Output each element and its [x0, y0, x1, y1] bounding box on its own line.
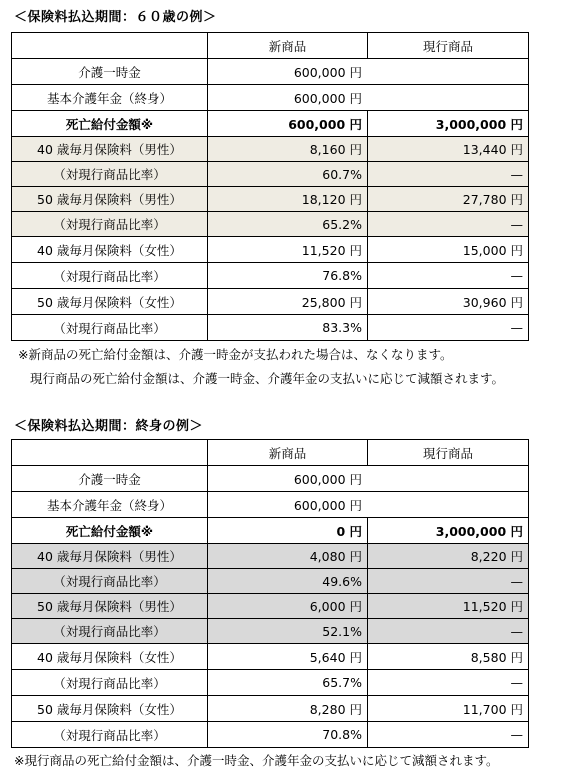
current-product-value: 3,000,000 円	[368, 518, 529, 544]
table-row	[12, 237, 529, 263]
row-label: 介護一時金	[12, 59, 208, 85]
header-new-product: 新商品	[208, 33, 368, 59]
current-product-value: 30,960 円	[368, 289, 529, 315]
row-label: 40 歳毎月保険料（男性）	[12, 544, 208, 569]
new-product-value: 49.6%	[208, 569, 368, 594]
table-row	[12, 594, 529, 619]
row-label: （対現行商品比率）	[12, 569, 208, 594]
premium-table-60	[11, 32, 529, 341]
current-product-value: 8,580 円	[368, 644, 529, 670]
table-row	[12, 315, 529, 341]
new-product-value: 18,120 円	[208, 187, 368, 212]
table-row	[12, 466, 529, 492]
current-product-value: —	[368, 670, 529, 696]
row-label: 基本介護年金（終身）	[12, 85, 208, 111]
table-row	[12, 722, 529, 748]
row-label: 死亡給付金額※	[12, 518, 208, 544]
table-header-row	[12, 440, 529, 466]
current-product-value: —	[368, 569, 529, 594]
table-header-row	[12, 33, 529, 59]
new-product-value: 0 円	[208, 518, 368, 544]
header-current-product: 現行商品	[368, 440, 529, 466]
premium-table-lifetime	[11, 439, 529, 748]
new-product-value: 52.1%	[208, 619, 368, 644]
new-product-value: 8,280 円	[208, 696, 368, 722]
current-product-value: 27,780 円	[368, 187, 529, 212]
new-product-value: 70.8%	[208, 722, 368, 748]
row-label: 介護一時金	[12, 466, 208, 492]
table-row	[12, 263, 529, 289]
new-product-value: 65.7%	[208, 670, 368, 696]
row-label: （対現行商品比率）	[12, 619, 208, 644]
merged-value: 600,000 円	[208, 466, 529, 492]
new-product-value: 83.3%	[208, 315, 368, 341]
new-product-value: 25,800 円	[208, 289, 368, 315]
row-label: （対現行商品比率）	[12, 670, 208, 696]
new-product-value: 65.2%	[208, 212, 368, 237]
new-product-value: 76.8%	[208, 263, 368, 289]
new-product-value: 5,640 円	[208, 644, 368, 670]
row-label: 50 歳毎月保険料（男性）	[12, 187, 208, 212]
current-product-value: —	[368, 722, 529, 748]
table-row	[12, 137, 529, 162]
current-product-value: —	[368, 263, 529, 289]
row-label: 50 歳毎月保険料（女性）	[12, 289, 208, 315]
section-2-title: ＜保険料払込期間：終身の例＞	[14, 419, 204, 434]
table-row	[12, 569, 529, 594]
row-label: 40 歳毎月保険料（男性）	[12, 137, 208, 162]
table-row	[12, 644, 529, 670]
table-row	[12, 619, 529, 644]
table-row	[12, 544, 529, 569]
row-label: 基本介護年金（終身）	[12, 492, 208, 518]
table-row-death-benefit	[12, 111, 529, 137]
header-new-product: 新商品	[208, 440, 368, 466]
new-product-value: 8,160 円	[208, 137, 368, 162]
row-label: 50 歳毎月保険料（男性）	[12, 594, 208, 619]
table-row	[12, 187, 529, 212]
header-current-product: 現行商品	[368, 33, 529, 59]
table-row-death-benefit	[12, 518, 529, 544]
table-row	[12, 85, 529, 111]
table-row	[12, 492, 529, 518]
header-empty-cell	[12, 33, 208, 59]
current-product-value: 11,700 円	[368, 696, 529, 722]
current-product-value: 8,220 円	[368, 544, 529, 569]
row-label: （対現行商品比率）	[12, 722, 208, 748]
row-label: 40 歳毎月保険料（女性）	[12, 644, 208, 670]
current-product-value: —	[368, 619, 529, 644]
current-product-value: 3,000,000 円	[368, 111, 529, 137]
current-product-value: —	[368, 315, 529, 341]
table-row	[12, 59, 529, 85]
merged-value: 600,000 円	[208, 59, 529, 85]
current-product-value: —	[368, 212, 529, 237]
current-product-value: 15,000 円	[368, 237, 529, 263]
row-label: 50 歳毎月保険料（女性）	[12, 696, 208, 722]
row-label: （対現行商品比率）	[12, 212, 208, 237]
table-row	[12, 289, 529, 315]
new-product-value: 60.7%	[208, 162, 368, 187]
new-product-value: 11,520 円	[208, 237, 368, 263]
table-row	[12, 212, 529, 237]
new-product-value: 6,000 円	[208, 594, 368, 619]
row-label: 40 歳毎月保険料（女性）	[12, 237, 208, 263]
row-label: 死亡給付金額※	[12, 111, 208, 137]
section-1-title: ＜保険料払込期間：６０歳の例＞	[14, 10, 217, 25]
footnote: 現行商品の死亡給付金額は、介護一時金、介護年金の支払いに応じて減額されます。	[30, 371, 505, 386]
new-product-value: 600,000 円	[208, 111, 368, 137]
footnote: ※現行商品の死亡給付金額は、介護一時金、介護年金の支払いに応じて減額されます。	[14, 753, 499, 768]
row-label: （対現行商品比率）	[12, 263, 208, 289]
header-empty-cell	[12, 440, 208, 466]
table-row	[12, 670, 529, 696]
current-product-value: 11,520 円	[368, 594, 529, 619]
row-label: （対現行商品比率）	[12, 162, 208, 187]
merged-value: 600,000 円	[208, 85, 529, 111]
row-label: （対現行商品比率）	[12, 315, 208, 341]
footnote: ※新商品の死亡給付金額は、介護一時金が支払われた場合は、なくなります。	[18, 347, 453, 362]
table-row	[12, 162, 529, 187]
new-product-value: 4,080 円	[208, 544, 368, 569]
table-row	[12, 696, 529, 722]
current-product-value: 13,440 円	[368, 137, 529, 162]
current-product-value: —	[368, 162, 529, 187]
merged-value: 600,000 円	[208, 492, 529, 518]
